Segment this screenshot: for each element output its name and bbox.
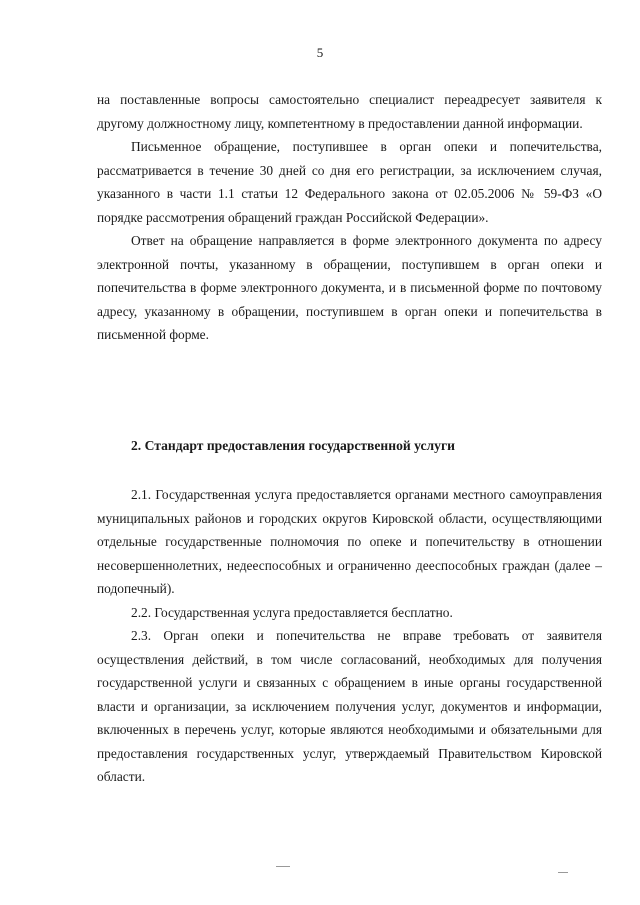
section-1-body (97, 88, 602, 347)
page-number: 5 (316, 45, 324, 60)
paragraph-continuation: на поставленные вопросы самостоятельно специалист переадресует заявителя к другому должностному лицу, компетентному в предоставлении данной информации. (97, 92, 602, 131)
scan-speck (558, 872, 568, 873)
paragraph-written-appeal: Письменное обращение, поступившее в орган опеки и попечительства, рассматривается в течение 30 дней со дня его регистрации, за исключением случая, указанного в части 1.1 статьи 12 Федерального закона от 02.05.2006 № 59-ФЗ «О порядке рассмотрения обращений граждан Российской Федерации». (97, 139, 602, 225)
paragraph-2-2: 2.2. Государственная услуга предоставляется бесплатно. (131, 604, 453, 620)
paragraph-2-3: 2.3. Орган опеки и попечительства не вправе требовать от заявителя осуществления действий, в том числе согласований, необходимых для получения государственной услуги и связанных с обращением в иные органы государственной власти и организации, за исключением получения услуг, документов и информации, включенных в перечень услуг, которые являются необходимыми и обязательными для предоставления государственных услуг, утверждаемый Правительством Кировской области. (97, 628, 602, 784)
paragraph-response-form: Ответ на обращение направляется в форме электронного документа по адресу электронной почты, указанному в обращении, поступившем в орган опеки и попечительства в форме электронного документа, и в письменной форме по почтовому адресу, указанному в обращении, поступившем в орган опеки и попечительства в письменной форме. (97, 233, 602, 342)
scan-speck (276, 866, 290, 867)
section-2-heading: 2. Стандарт предоставления государственной услуги (131, 438, 455, 453)
section-2-body (97, 483, 602, 789)
paragraph-2-1: 2.1. Государственная услуга предоставляется органами местного самоуправления муниципальных районов и городских округов Кировской области, осуществляющими отдельные государственные полномочия по опеке и попечительству в отношении несовершеннолетних, недееспособных и ограниченно дееспособных граждан (далее – подопечный). (97, 487, 602, 596)
